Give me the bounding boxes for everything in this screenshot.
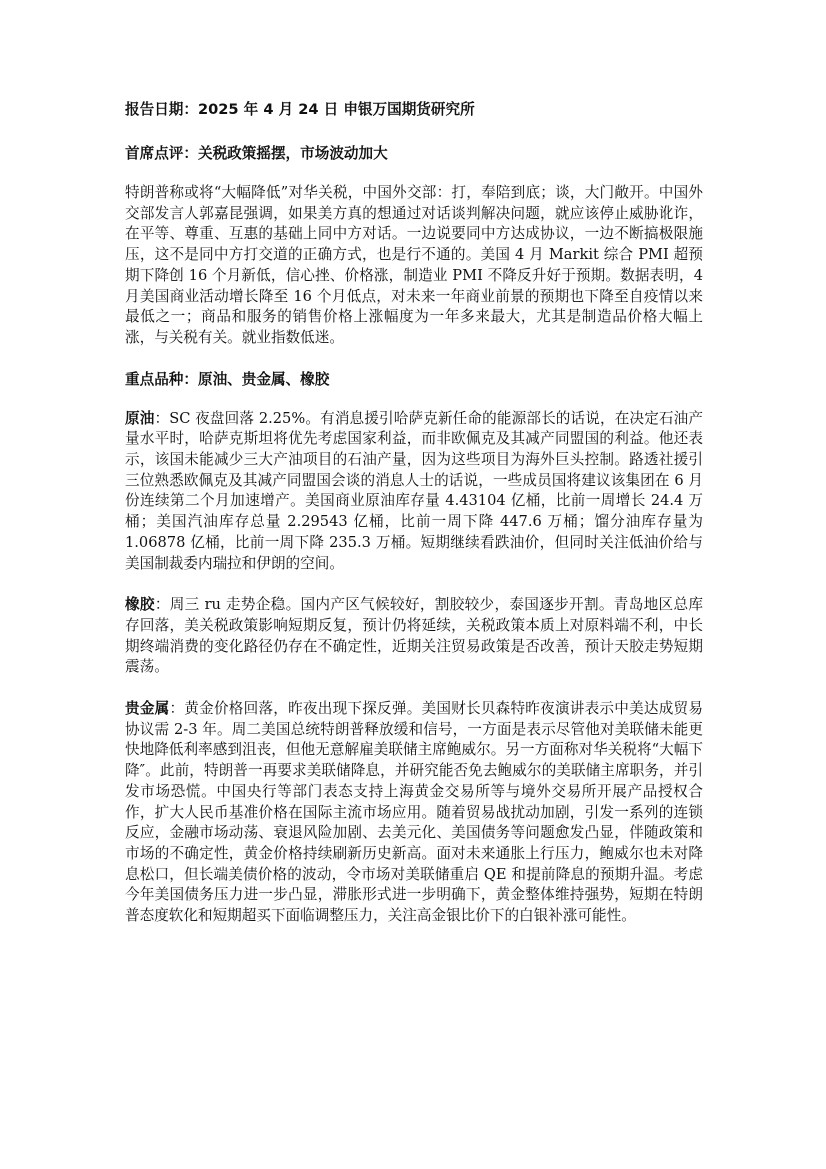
- precious-metals-body: ：黄金价格回落，昨夜出现下探反弹。美国财长贝森特昨夜演讲表示中美达成贸易协议需 2-3 年。周二美国总统特朗普释放缓和信号，一方面是表示尽管他对美联储未能更快地降低利率感到沮丧，但他无意解雇美联储主席鲍威尔。另一方面称对华关税将“大幅下降″。此前，特朗普一再要求美联储降息，并研究能否免去鲍威尔的美联储主席职务，并引发市场恐慌。中国央行等部门表态支持上海黄金交易所等与境外交易所开展产品授权合作，扩大人民币基准价格在国际主流市场应用。随着贸易战扰动加剧，引发一系列的连锁反应，金融市场动荡、衰退风险加剧、去美元化、美国债务等问题愈发凸显，伴随政策和市场的不确定性，黄金价格持续刷新历史新高。面对未来通胀上行压力，鲍威尔也未对降息松口，但长端美债价格的波动，令市场对美联储重启 QE 和提前降息的预期升温。考虑今年美国债务压力进一步凸显，滞胀形式进一步明确下，黄金整体维持强势，短期在特朗普态度软化和短期超买下面临调整压力，关注高金银比价下的白银补涨可能性。: [125, 700, 703, 925]
- key-varieties-title: 重点品种：原油、贵金属、橡胶: [125, 370, 330, 388]
- crude-oil-body: ：SC 夜盘回落 2.25%。有消息援引哈萨克新任命的能源部长的话说，在决定石油产量水平时，哈萨克斯坦将优先考虑国家利益，而非欧佩克及其减产同盟国的利益。他还表示，该国未能减少三大产油项目的石油产量，因为这些项目为海外巨头控制。路透社援引三位熟悉欧佩克及其减产同盟国会谈的消息人士的话说，一些成员国将建议该集团在 6 月份连续第二个月加速增产。美国商业原油库存量 4.43104 亿桶，比前一周增长 24.4 万桶；美国汽油库存总量 2.29543 亿桶，比前一周下降 447.6 万桶；馏分油库存量为 1.06878 亿桶，比前一周下降 235.3 万桶。短期继续看跌油价，但同时关注低油价给与美国制裁委内瑞拉和伊朗的空间。: [125, 409, 703, 572]
- rubber-paragraph: [125, 595, 703, 678]
- crude-oil-paragraph: [125, 409, 703, 575]
- crude-oil-label: 原油: [125, 409, 155, 427]
- report-date-line: 报告日期：2025 年 4 月 24 日 申银万国期货研究所: [125, 101, 475, 118]
- precious-metals-paragraph: [125, 699, 703, 927]
- document-content: [125, 100, 703, 948]
- precious-metals-label: 贵金属: [125, 700, 170, 718]
- rubber-body: ：周三 ru 走势企稳。国内产区气候较好，割胶较少，泰国逐步开割。青岛地区总库存回落，美关税政策影响短期反复，预计仍将延续，关税政策本质上对原料端不利，中长期终端消费的变化路径仍存在不确定性，近期关注贸易政策是否改善，预计天胶走势短期震荡。: [125, 596, 703, 676]
- chief-comment-title: 首席点评：关税政策摇摆，市场波动加大: [125, 145, 388, 162]
- rubber-label: 橡胶: [125, 596, 155, 614]
- chief-comment-body: 特朗普称或将“大幅降低”对华关税，中国外交部：打，奉陪到底；谈，大门敞开。中国外交部发言人郭嘉昆强调，如果美方真的想通过对话谈判解决问题，就应该停止威胁讹诈，在平等、尊重、互惠的基础上同中方对话。一边说要同中方达成协议，一边不断搞极限施压，这不是同中方打交道的正确方式，也是行不通的。美国 4 月 Markit 综合 PMI 超预期下降创 16 个月新低，信心挫、价格涨，制造业 PMI 不降反升好于预期。数据表明，4 月美国商业活动增长降至 16 个月低点，对未来一年商业前景的预期也下降至自疫情以来最低之一；商品和服务的销售价格上涨幅度为一年多来最大，尤其是制造品价格大幅上涨，与关税有关。就业指数低迷。: [125, 184, 703, 346]
